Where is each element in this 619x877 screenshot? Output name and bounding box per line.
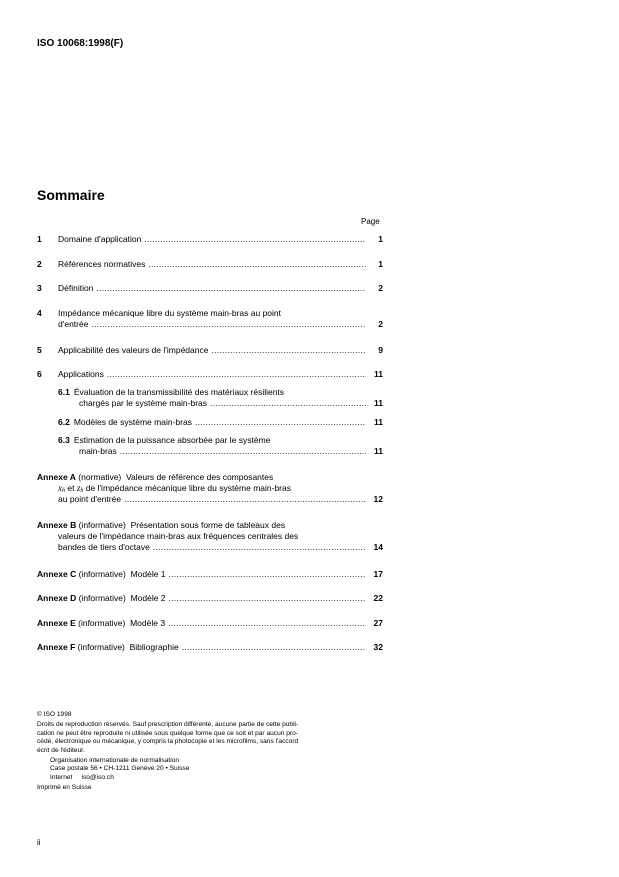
leader-dots [153,542,366,552]
leader-dots [168,618,366,628]
toc-title-cont: chargés par le système main-bras [79,398,208,408]
annex-label: Annexe D [37,593,77,603]
printed-in: Imprimé en Suisse [37,784,92,792]
toc-title-cont: main-bras [79,446,117,456]
toc-page: 11 [374,398,383,408]
leader-dots [120,446,366,456]
toc-entry-6-2[interactable] [37,417,383,427]
toc-number: 2 [37,259,42,269]
toc-number: 1 [37,234,42,244]
annex-page: 22 [373,593,383,603]
page-number: ii [37,838,41,847]
toc-number: 6.2 [58,417,70,427]
annex-title: Modèle 3 [130,618,166,628]
annex-entry-c[interactable] [37,569,383,579]
annex-title: Bibliographie [129,642,179,652]
annex-page: 12 [373,494,383,504]
toc-title: Estimation de la puissance absorbée par le système [73,435,271,445]
toc-page: 11 [374,446,383,456]
leader-dots [96,283,366,293]
rights-line: cédé, électronique ou mécanique, y compris la photocopie et les microfilms, sans l'accord [37,738,299,746]
variable-x-sub: h [62,488,65,494]
annex-page: 17 [373,569,383,579]
annex-type: (informative) [78,520,126,530]
leader-dots [211,345,366,355]
leader-dots [195,417,366,427]
leader-dots [169,569,366,579]
annex-type: (normative) [78,472,122,482]
toc-entry-4[interactable] [37,308,383,329]
annex-type: (informative) [77,642,125,652]
toc-page: 11 [374,417,383,427]
leader-dots [144,234,366,244]
annex-title-cont: et [67,483,75,493]
toc-entry-5[interactable] [37,345,383,355]
annex-title-cont: de l'impédance mécanique libre du système main-bras [85,483,291,493]
toc-title: Définition [58,283,94,293]
toc-page: 2 [378,319,383,329]
toc-title: Domaine d'application [58,234,142,244]
toc-title-cont: d'entrée [58,319,89,329]
toc-page: 1 [378,234,383,244]
toc-number: 6.3 [58,435,70,445]
annex-entry-a[interactable] [37,472,383,504]
leader-dots [124,494,366,504]
toc-number: 6 [37,369,42,379]
variable-z-sub: h [80,488,84,494]
toc-entry-3[interactable] [37,283,383,293]
toc-number: 3 [37,283,42,293]
rights-line: Droits de reproduction réservés. Sauf prescription différente, aucune partie de cette publi- [37,721,299,729]
document-id: ISO 10068:1998(F) [37,38,124,49]
rights-line: cation ne peut être reproduite ni utilisée sous quelque forme que ce soit et par aucun pro- [37,729,298,737]
annex-entry-d[interactable] [37,593,383,603]
toc-entry-6-1[interactable] [37,387,383,408]
annex-entry-e[interactable] [37,618,383,628]
leader-dots [169,593,366,603]
leader-dots [182,642,366,652]
annex-page: 14 [373,542,383,552]
internet-address: Internet iso@iso.ch [50,773,114,781]
toc-title: Références normatives [58,259,146,269]
variable-x: x [58,483,62,493]
annex-label: Annexe E [37,618,76,628]
page-title: Sommaire [37,187,105,203]
annex-title: Modèle 1 [130,569,166,579]
annex-type: (informative) [78,593,126,603]
annex-entry-f[interactable] [37,642,383,652]
rights-line: écrit de l'éditeur. [37,746,85,754]
toc-entry-6-3[interactable] [37,435,383,456]
annex-label: Annexe C [37,569,77,579]
toc-number: 4 [37,308,42,318]
annex-title-cont: valeurs de l'impédance main-bras aux fréquences centrales des [58,531,299,541]
leader-dots [210,398,366,408]
organisation-name: Organisation internationale de normalisation [50,757,180,765]
annex-type: (informative) [78,569,126,579]
toc-page: 2 [378,283,383,293]
toc-title: Impédance mécanique libre du système main-bras au point [58,308,282,318]
annex-page: 32 [373,642,383,652]
toc-page: 11 [374,369,383,379]
toc-entry-6[interactable] [37,369,383,379]
toc-title: Applicabilité des valeurs de l'impédance [58,345,209,355]
annex-title: Valeurs de référence des composantes [125,472,274,482]
annex-title: Modèle 2 [130,593,166,603]
postal-address: Case postale 56 • CH-1211 Genève 20 • Suisse [50,765,190,773]
annex-title-cont: bandes de tiers d'octave [58,542,150,552]
copyright-line: © ISO 1998 [37,711,72,718]
annex-entry-b[interactable] [37,520,383,552]
annex-label: Annexe F [37,642,76,652]
annex-type: (informative) [78,618,126,628]
toc-number: 5 [37,345,42,355]
leader-dots [148,259,366,269]
toc-entry-1[interactable] [37,234,383,244]
toc-number: 6.1 [58,387,70,397]
variable-z: z [76,483,81,493]
copyright-notice [37,711,383,793]
annex-page: 27 [373,618,383,628]
toc-title: Applications [58,369,104,379]
toc-title: Modèles de système main-bras [73,417,192,427]
toc-page: 1 [378,259,383,269]
leader-dots [107,369,366,379]
annex-title-cont: au point d'entrée [58,494,122,504]
leader-dots [91,319,366,329]
annex-label: Annexe A [37,472,76,482]
annex-label: Annexe B [37,520,77,530]
toc-title: Évaluation de la transmissibilité des matériaux résilients [73,387,285,397]
toc-page: 9 [378,345,383,355]
page-column-label: Page [361,217,380,226]
toc-entry-2[interactable] [37,259,383,269]
annex-title: Présentation sous forme de tableaux des [130,520,286,530]
